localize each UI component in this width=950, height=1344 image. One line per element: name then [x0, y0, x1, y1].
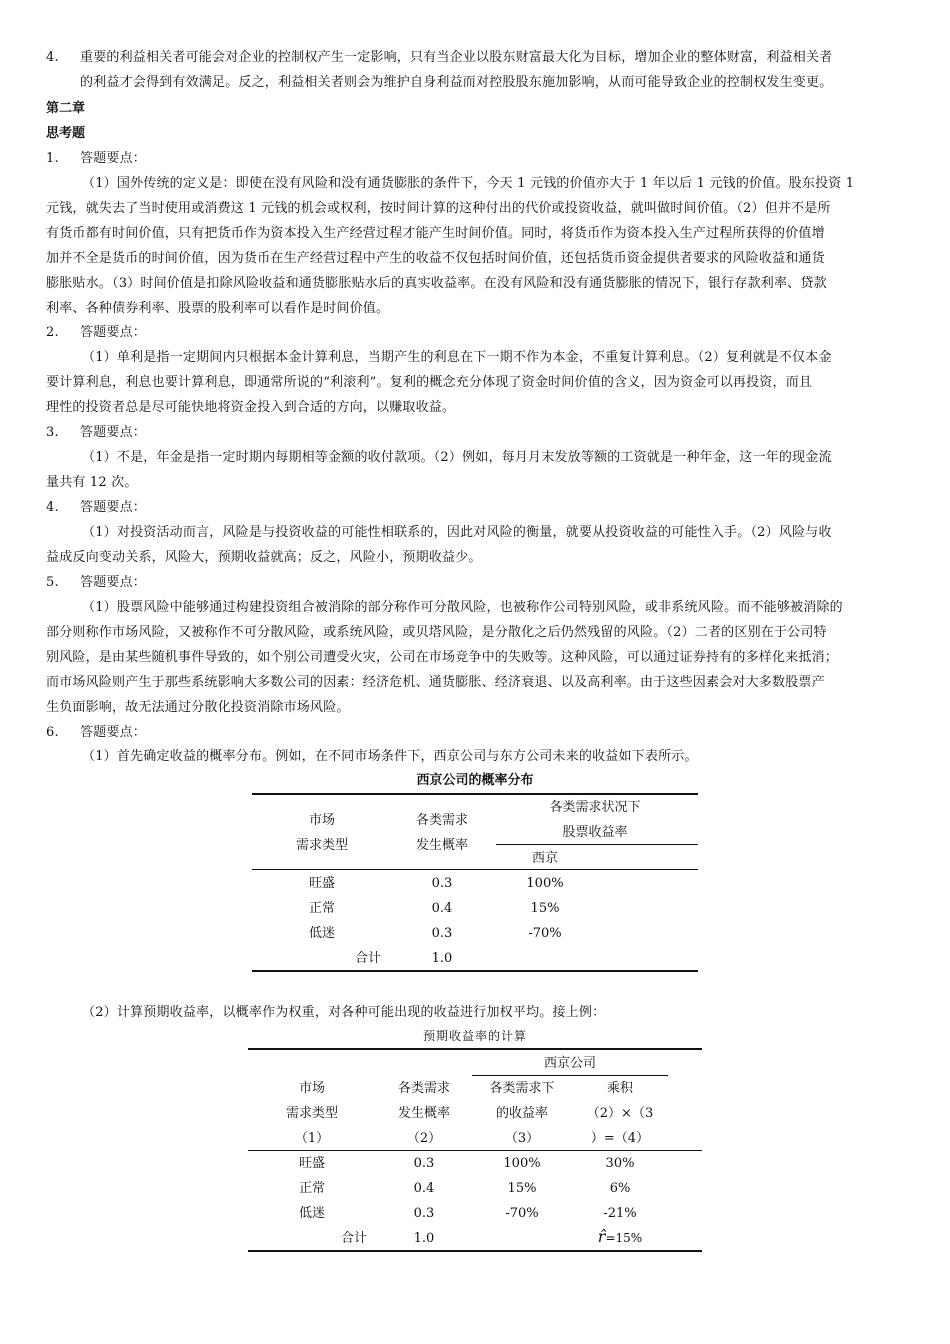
- paragraph-line: 部分则称作市场风险，又被称作不可分散风险，或系统风险，或贝塔风险，是分散化之后仍然残留的风险。（2）二者的区别在于公司特: [46, 625, 827, 640]
- table-top-rule: [248, 1048, 702, 1050]
- header-market-type: 市场 需求类型 （1）: [285, 1081, 338, 1146]
- rhat-value: =15%: [605, 1231, 643, 1245]
- question-5: [46, 570, 916, 595]
- paragraph-line: 生负面影响，故无法通过分散化投资消除市场风险。: [46, 700, 350, 715]
- item-number: 6.: [46, 725, 59, 740]
- question-3: [46, 420, 916, 445]
- table-caption: 预期收益率的计算: [422, 1029, 527, 1043]
- header-bottom-rule: [252, 869, 698, 870]
- question-2: [46, 320, 916, 345]
- section-title: 思考题: [46, 126, 86, 141]
- document-page: 4. 重要的利益相关者可能会对企业的控制权产生一定影响，只有当企业以股东财富最大化为目标，增加企业的整体财富，利益相关者 的利益才会得到有效满足。反之，利益相关者则会为维护自身利益而对控股股东施加影响，从而可能导致企业的控制权发生变更。 第二章 思考题 1. 答题要点： （1）国外传统的定义是：即使在没有风险和没有通货膨胀的条件下，今天 1 元钱的价值亦大于 1 年以后 1 元钱的价值。股东投资 1 元钱，就失去了当时使用或消费这 1 元钱的机会或权利，按时间计算的这种付出的代价或投资收益，就叫做时间价值。（2）但并不是所 有货币都有时间价值，只有把货币作为资本投入生产经营过程才能产生时间价值。同时，将货币作为资本投入生产过程所获得的价值增 加并不全是货币的时间价值，因为货币在生产经营过程中产生的收益不仅包括时间价值，还包括货币资金提供者要求的风险收益和通货 膨胀贴水。（3）时间价值是扣除风险收益和通货膨胀贴水后的真实收益率。在没有风险和没有通货膨胀的情况下，银行存款利率、贷款 利率、各种债券利率、股票的股利率可以看作是时间价值。 2. 答题要点： （1）单利是指一定期间内只根据本金计算利息，当期产生的利息在下一期不作为本金，不重复计算利息。（2）复利就是不仅本金 要计算利息，利息也要计算利息，即通常所说的“利滚利”。复利的概念充分体现了资金时间价值的含义，因为资金可以再投资，而且 理性的投资者总是尽可能快地将资金投入到合适的方向，以赚取收益。 3. 答题要点： （1）不是，年金是指一定时期内每期相等金额的收付款项。（2）例如，每月月末发放等额的工资就是一种年金，这一年的现金流 量共有 12 次。 4. 答题要点： （1）对投资活动而言，风险是与投资收益的可能性相联系的，因此对风险的衡量，就要从投资收益的可能性入手。（2）风险与收 益成反向变动关系，风险大，预期收益就高；反之，风险小，预期收益少。 5. 答题要点： （1）股票风险中能够通过构建投资组合被消除的部分称作可分散风险，也被称作公司特别风险，或非系统风险。而不能够被消除的 部分则称作市场风险，又被称作不可分散风险，或系统风险，或贝塔风险，是分散化之后仍然残留的风险。（2）二者的区别在于公司特 别风险，是由某些随机事件导致的，如个别公司遭受火灾，公司在市场竞争中的失败等。这种风险，可以通过证券持有的多样化来抵消； 而市场风险则产生于那些系统影响大多数公司的因素：经济危机、通货膨胀、经济衰退、以及高利率。由于这些因素会对大多数股票产 生负面影响，故无法通过分散化投资消除市场风险。 6. 答题要点： （1）首先确定收益的概率分布。例如，在不同市场条件下，西京公司与东方公司未来的收益如下表所示。 西京公司的概率分布 市场 需求类型 各类需求 发生概率 各类需求状况下 股票收益率 西京 旺盛 0.3 100% 正常 0.4 15% 低迷 0.3 -70% 合计 1.0 （2）计算预期收益率，以概率作为权重，对各种可能出现的收益进行加权平均。接上例： 预期收益率的计算 西京公司 市场 需求类型 （1） 各类需求 发生概率 （2） 各类需求下 的收益率 （3） 乘积 （2）×（3 ）=（4） 旺盛 0.3 100% 30% 正常 0.4 15% 6% 低迷 0.3 -70% -21% 合计 1.0 r̂=15%: [0, 0, 950, 1344]
- question-6: [46, 720, 916, 745]
- header-probability: 各类需求 发生概率 （2）: [397, 1081, 450, 1146]
- question-4: [46, 495, 916, 520]
- paragraph-line: 理性的投资者总是尽可能快地将资金投入到合适的方向，以赚取收益。: [46, 400, 456, 415]
- header-market-type: 市场 需求类型: [295, 813, 348, 853]
- header-return: 各类需求下 的收益率 （3）: [489, 1081, 555, 1146]
- paragraph-line: （1）股票风险中能够通过构建投资组合被消除的部分称作可分散风险，也被称作公司特别风险，或非系统风险。而不能够被消除的: [82, 600, 843, 615]
- paragraph-line: （1）首先确定收益的概率分布。例如，在不同市场条件下，西京公司与东方公司未来的收益如下表所示。: [82, 749, 698, 764]
- paragraph-line: 益成反向变动关系，风险大，预期收益就高；反之，风险小，预期收益少。: [46, 550, 482, 565]
- paragraph-line: 加并不全是货币的时间价值，因为货币在生产经营过程中产生的收益不仅包括时间价值，还包括货币资金提供者要求的风险收益和通货: [46, 251, 825, 266]
- question-5-answer: [46, 595, 916, 720]
- paragraph-line: 的利益才会得到有效满足。反之，利益相关者则会为维护自身利益而对控股股东施加影响，从而可能导致企业的控制权发生变更。: [80, 75, 833, 90]
- question-1: [46, 146, 916, 171]
- paragraph-line: 元钱，就失去了当时使用或消费这 1 元钱的机会或权利，按时间计算的这种付出的代价或投资收益，就叫做时间价值。（2）但并不是所: [46, 201, 831, 216]
- question-3-answer: [46, 445, 916, 495]
- paragraph-line: 重要的利益相关者可能会对企业的控制权产生一定影响，只有当企业以股东财富最大化为目标，增加企业的整体财富，利益相关者: [80, 50, 833, 65]
- paragraph-line: 利率、各种债券利率、股票的股利率可以看作是时间价值。: [46, 301, 390, 316]
- answer-label: 答题要点：: [80, 325, 147, 340]
- paragraph-line: 别风险，是由某些随机事件导致的，如个别公司遭受火灾，公司在市场竞争中的失败等。这种风险，可以通过证券持有的多样化来抵消；: [46, 650, 839, 665]
- answer-label: 答题要点：: [80, 575, 147, 590]
- rhat-symbol: r̂: [597, 1227, 606, 1246]
- question-2-answer: [46, 345, 916, 420]
- paragraph-line: 膨胀贴水。（3）时间价值是扣除风险收益和通货膨胀贴水后的真实收益率。在没有风险和没有通货膨胀的情况下，银行存款利率、贷款: [46, 276, 827, 291]
- paragraph-line: （1）单利是指一定期间内只根据本金计算利息，当期产生的利息在下一期不作为本金，不重复计算利息。（2）复利就是不仅本金: [82, 350, 832, 365]
- paragraph-line: （2）计算预期收益率，以概率作为权重，对各种可能出现的收益进行加权平均。接上例：: [82, 1005, 606, 1020]
- table-caption: 西京公司的概率分布: [416, 773, 534, 788]
- answer-label: 答题要点：: [80, 725, 147, 740]
- header-return: 各类需求状况下 股票收益率: [549, 800, 641, 840]
- header-group-xijing: 西京公司: [543, 1056, 596, 1071]
- table-bottom-rule: [252, 970, 698, 972]
- chapter-title: 第二章: [46, 101, 86, 116]
- header-sub-rule: [496, 844, 698, 845]
- answer-label: 答题要点：: [80, 425, 147, 440]
- paragraph-line: （1）国外传统的定义是：即使在没有风险和没有通货膨胀的条件下，今天 1 元钱的价值亦大于 1 年以后 1 元钱的价值。股东投资 1: [82, 176, 855, 191]
- header-xijing: 西京: [531, 851, 558, 866]
- header-probability: 各类需求 发生概率: [415, 813, 468, 853]
- question-1-answer: [46, 171, 916, 321]
- question-4-answer: [46, 520, 916, 570]
- paragraph-line: 而市场风险则产生于那些系统影响大多数公司的因素：经济危机、通货膨胀、经济衰退、以及高利率。由于这些因素会对大多数股票产: [46, 675, 825, 690]
- question-6-line-2: [82, 1000, 922, 1025]
- item-number: 5.: [46, 575, 59, 590]
- paragraph-line: （1）对投资活动而言，风险是与投资收益的可能性相联系的，因此对风险的衡量，就要从投资收益的可能性入手。（2）风险与收: [82, 525, 832, 540]
- answer-label: 答题要点：: [80, 151, 147, 166]
- item-number: 3.: [46, 425, 59, 440]
- item-number: 1.: [46, 151, 59, 166]
- item-number: 4.: [46, 500, 59, 515]
- table-bottom-rule: [248, 1250, 702, 1252]
- paragraph-line: 量共有 12 次。: [46, 475, 138, 490]
- expected-return-value: [572, 1224, 668, 1251]
- item-number: 4.: [46, 50, 59, 65]
- header-product: 乘积 （2）×（3 ）=（4）: [586, 1081, 654, 1146]
- paragraph-line: 有货币都有时间价值，只有把货币作为资本投入生产经营过程才能产生时间价值。同时，将货币作为资本投入生产过程所获得的价值增: [46, 226, 825, 241]
- paragraph-line: （1）不是，年金是指一定时期内每期相等金额的收付款项。（2）例如，每月月末发放等额的工资就是一种年金，这一年的现金流: [82, 450, 832, 465]
- paragraph-line: 要计算利息，利息也要计算利息，即通常所说的“利滚利”。复利的概念充分体现了资金时间价值的含义，因为资金可以再投资，而且: [46, 375, 813, 390]
- item-number: 2.: [46, 325, 59, 340]
- answer-label: 答题要点：: [80, 500, 147, 515]
- chapter1-item-4: [46, 45, 916, 95]
- question-6-line-1: [82, 744, 922, 769]
